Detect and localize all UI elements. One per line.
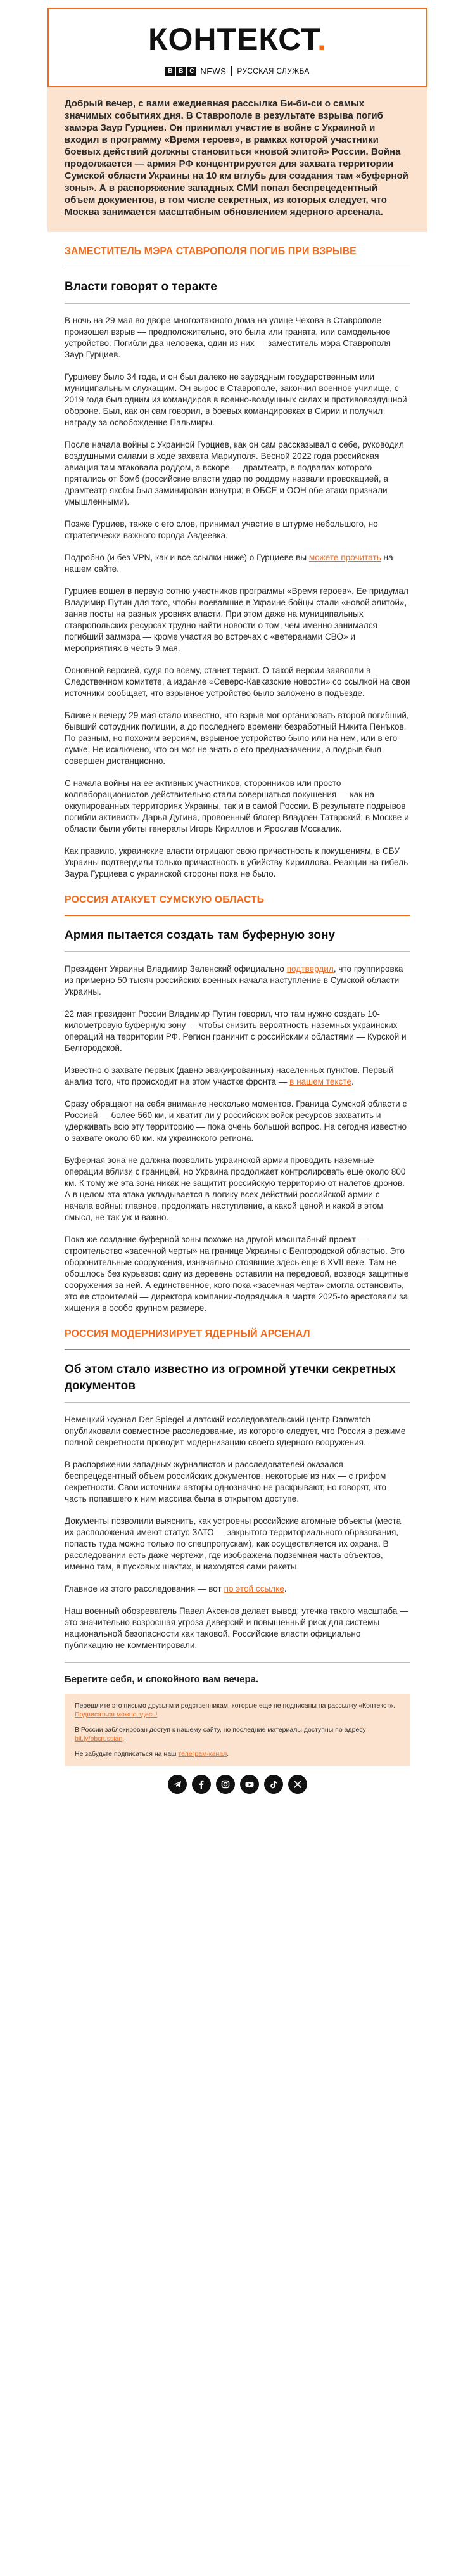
paragraph: Документы позволили выяснить, как устроены российские атомные объекты (места их расположения имеют статус ЗАТО — закрытого территориального образования, попасть туда можно только по спецпропускам), как осуществляется их охрана. В расследовании есть даже чертежи, где изображена подземная часть объектов, именно там, в пусковых шахтах, и находятся сами ракеты. (65, 1516, 402, 1571)
footer-mirror-note: В России заблокирован доступ к нашему сайту, но последние материалы доступны по адресу bit.ly/bbcrussian. (75, 1726, 366, 1742)
footer-forward-note: Перешлите это письмо друзьям и родственникам, которые еще не подписаны на рассылку «Контекст». Подписаться можно здесь! (75, 1702, 395, 1718)
paragraph: Пока же создание буферной зоны похоже на другой масштабный проект — строительство «засечной черты» на границе Украины с Белгородской областью. Это оборонительные сооружения, изначально стоявшие здесь еще в XVII веке. Там не обошлось без курьезов: одну из деревень оставили на передовой, возводя защитные сооружения за ней. А единственное, кого пока «засечная черта» смогла остановить, это ее строителей — директора компании-подрядчика в марте 2025-го арестовали за хищения в особо крупном размере. (65, 1235, 409, 1313)
article-link[interactable]: по этой ссылке (224, 1584, 284, 1594)
masthead (48, 8, 428, 87)
paragraph: Известно о захвате первых (давно эвакуированных) населенных пунктов. Первый анализ того, что происходит на этом участке фронта — в нашем тексте. (65, 1066, 394, 1086)
divider (65, 1402, 410, 1403)
article-link[interactable]: подтвердил (286, 964, 334, 974)
bbc-news-russian-brand (49, 66, 426, 76)
signoff: Берегите себя, и спокойного вам вечера. (65, 1674, 259, 1685)
paragraph: Буферная зона не должна позволить украинской армии проводить наземные операции вблизи с границей, но Украина продолжает контролировать еще около 800 км. К тому же эта зона никак не защитит российскую территорию от налетов дронов. А в целом эта атака укладывается в логику всех действий российской армии с начала войны: главное, продолжать наступление, а какой ценой и какой в этом смысл, не так уж и важно. (65, 1156, 406, 1222)
paragraph: Президент Украины Владимир Зеленский официально подтвердил, что группировка из примерно 50 тысяч российских военных начала наступление в Сумской области Украины. (65, 964, 403, 996)
tiktok-icon[interactable] (264, 1775, 283, 1794)
divider (65, 1662, 410, 1663)
paragraph: Наш военный обозреватель Павел Аксенов делает вывод: утечка такого масштаба — это значительно возросшая угроза диверсий и повышенный риск для системы национальной безопасности как таковой. Российские власти официально публикацию не комментировали. (65, 1606, 408, 1650)
section-body (48, 963, 428, 1314)
mirror-link[interactable]: bit.ly/bbcrussian (75, 1735, 123, 1742)
paragraph: Ближе к вечеру 29 мая стало известно, что взрыв мог организовать второй погибший, бывший сотрудник полиции, а до последнего времени безработный Никита Пенъков. По разным, но похожим версиям, взрывное устройство было или на нем, или в его сумке. Не исключено, что он мог не знать о его предназначении, а подрыв был совершен дистанционно. (65, 711, 409, 766)
paragraph: Гурциеву было 34 года, и он был далеко не заурядным государственным или муниципальным служащим. Он вырос в Ставрополе, закончил военное училище, с 2019 года был одним из командиров в военно-воздушных силах и противовоздушной обороне. Был, как он сам говорил, в боевых командировках в Сирии и получил награду за освобождение Пальмиры. (65, 372, 407, 427)
paragraph: Немецкий журнал Der Spiegel и датский исследовательский центр Danwatch опубликовали совместное расследование, из которого следует, что Россия в режиме полной секретности проводит модернизацию своего ядерного вооружения. (65, 1415, 406, 1447)
section-headline: Об этом стало известно из огромной утечки секретных документов (65, 1363, 396, 1393)
paragraph: В распоряжении западных журналистов и расследователей оказался беспрецедентный объем российских документов, некоторые из них — с грифом секретности. Свои источники авторы однозначно не раскрывают, но говорят, что часть попавшего к ним массива была в открытом доступе. (65, 1460, 387, 1504)
section-headline: Власти говорят о теракте (65, 280, 217, 293)
footer-telegram-note: Не забудьте подписаться на наш телеграм-канал. (75, 1750, 229, 1758)
youtube-icon[interactable] (240, 1775, 259, 1794)
paragraph: После начала войны с Украиной Гурциев, как он сам рассказывал о себе, руководил воздушными силами в ходе захвата Мариуполя. Весной 2022 года российская авиация там атаковала роддом, а вскоре — драмтеатр, в подвалах которого прятались от бомб (российские власти удар по роддому назвали провокацией, а драмтеатр якобы был заминирован изнутри; в ОБСЕ и ООН обе атаки признали умышленными). (65, 440, 404, 506)
section-kicker: РОССИЯ МОДЕРНИЗИРУЕТ ЯДЕРНЫЙ АРСЕНАЛ (65, 1329, 310, 1339)
logo: КОНТЕКСТ. (148, 22, 327, 57)
newsletter (48, 8, 428, 1803)
facebook-icon[interactable] (192, 1775, 211, 1794)
news-label: NEWS (200, 66, 227, 76)
footer-box (65, 1694, 410, 1766)
instagram-icon[interactable] (216, 1775, 235, 1794)
divider (65, 303, 410, 304)
article-link[interactable]: в нашем тексте (289, 1077, 352, 1086)
section-body (48, 315, 428, 880)
brand-divider (231, 66, 232, 76)
x-icon[interactable] (288, 1775, 307, 1794)
paragraph: Как правило, украинские власти отрицают свою причастность к покушениям, в СБУ Украины подтвердили только причастность к убийству Кириллова. Реакции на гибель Заура Гурциева с украинской стороны пока не было. (65, 846, 408, 879)
paragraph: Основной версией, судя по всему, станет теракт. О такой версии заявляли в Следственном комитете, а издание «Северо-Кавказские новости» со ссылкой на свои источники сообщает, что взрывное устройство было заложено в подъезде. (65, 666, 410, 698)
section-kicker: РОССИЯ АТАКУЕТ СУМСКУЮ ОБЛАСТЬ (65, 894, 265, 905)
section-body (48, 1414, 428, 1651)
telegram-channel-link[interactable]: телеграм-канал (178, 1750, 227, 1758)
paragraph: С начала войны на ее активных участников, сторонников или просто коллаборационистов действительно стали совершаться покушения — как на оккупированных территориях Украины, так и в самой России. В результате подрывов погибли активисты Дарья Дугина, провоенный блогер Владлен Татарский; в Москве и области были убиты генералы Игорь Кириллов и Ярослав Москалик. (65, 778, 409, 834)
paragraph: Подробно (и без VPN, как и все ссылки ниже) о Гурциеве вы можете прочитать на нашем сайте. (65, 553, 393, 574)
paragraph: Главное из этого расследования — вот по этой ссылке. (65, 1584, 287, 1594)
article-link[interactable]: можете прочитать (308, 553, 381, 562)
paragraph: В ночь на 29 мая во дворе многоэтажного дома на улице Чехова в Ставрополе произошел взрыв — предположительно, это была или граната, или самодельное устройство. Погибли два человека, один из них — заместитель мэра Ставрополя Заур Гурциев. (65, 316, 391, 359)
social-links (48, 1766, 428, 1803)
subscribe-link[interactable]: Подписаться можно здесь! (75, 1711, 158, 1718)
bbc-logo: B B C (165, 67, 196, 76)
paragraph: Гурциев вошел в первую сотню участников программы «Время героев». Ее придумал Владимир Путин для того, чтобы воевавшие в Украине бойцы стали «новой элитой», заняв посты на разных уровнях власти. При этом даже на муниципальных ставропольских ресурсах трудно найти новости о том, чем именно занимался погибший заммэра — кроме участия во встречах с «ветеранами СВО» и мероприятиях в честь 9 мая. (65, 586, 408, 653)
intro-summary: Добрый вечер, с вами ежедневная рассылка Би-би-си о самых значимых событиях дня. В Ставрополе в результате взрыва погиб замэра Заур Гурциев. Он принимал участие в войне с Украиной и входил в программу «Время героев», в рамках которой участники боевых действий должны становиться «новой элитой» России. Война продолжается — армия РФ концентрируется для захвата территории Сумской области Украины на 10 км вглубь для создания там «буферной зоны». А в распоряжение западных СМИ попал беспрецедентный объем документов, в том числе секретных, из которых следует, что Москва занимается масштабным обновлением ядерного арсенала. (48, 87, 428, 232)
paragraph: Позже Гурциев, также с его слов, принимал участие в штурме небольшого, но стратегически важного города Авдеевка. (65, 519, 378, 540)
telegram-icon[interactable] (168, 1775, 187, 1794)
section-kicker: ЗАМЕСТИТЕЛЬ МЭРА СТАВРОПОЛЯ ПОГИБ ПРИ ВЗРЫВЕ (65, 246, 357, 257)
section-headline: Армия пытается создать там буферную зону (65, 929, 336, 942)
service-label: РУССКАЯ СЛУЖБА (237, 67, 310, 75)
divider (65, 951, 410, 952)
paragraph: Сразу обращают на себя внимание несколько моментов. Граница Сумской области с Россией — более 560 км, и хватит ли у российских войск ресурсов захватить и удерживать всю эту территорию — пока очень большой вопрос. На сегодня известно о захвате около 60 км. км украинского региона. (65, 1099, 407, 1143)
paragraph: 22 мая президент России Владимир Путин говорил, что там нужно создать 10-километровую буферную зону — чтобы снизить вероятность наземных украинских операций на территории РФ. Регион граничит с российскими областями — Курской и Белгородской. (65, 1009, 407, 1053)
